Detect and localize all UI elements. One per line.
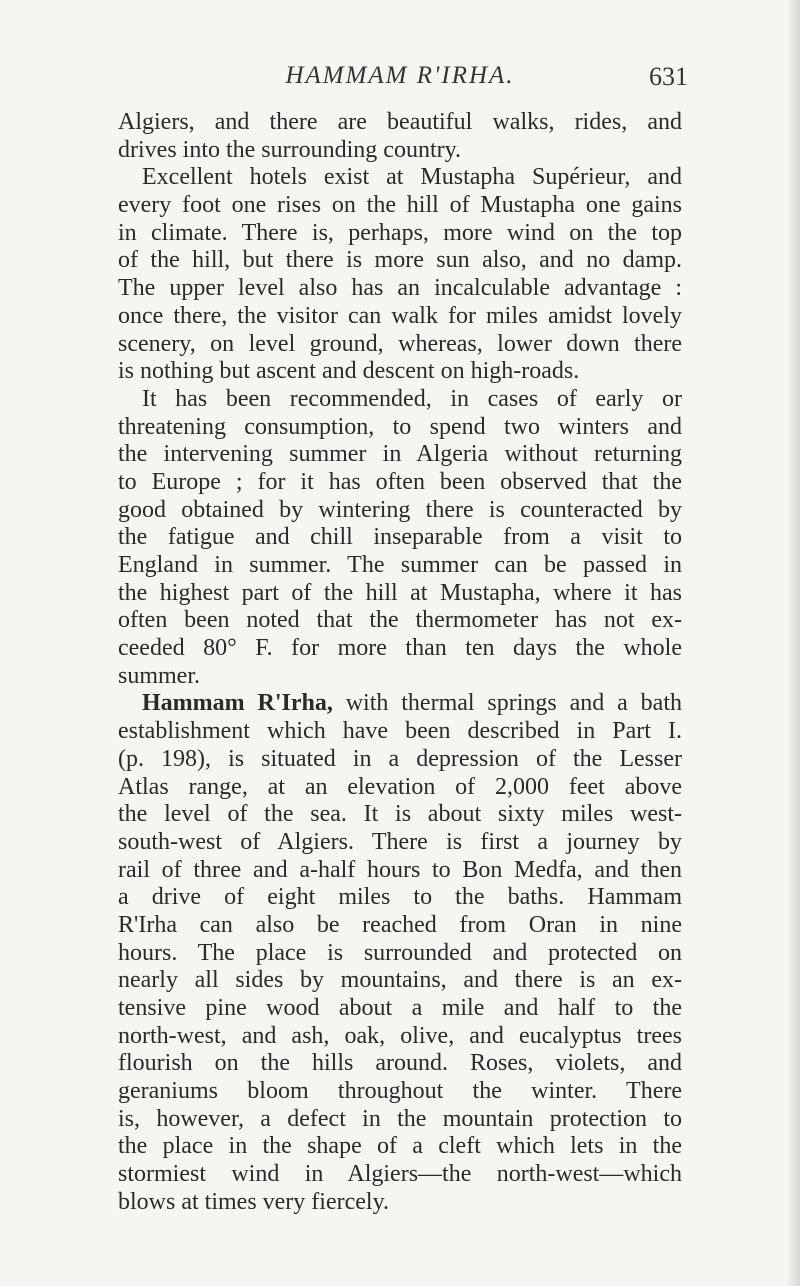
text-line: a drive of eight miles to the baths. Hammam <box>118 884 682 911</box>
text-line: is, however, a defect in the mountain protection to <box>118 1105 682 1132</box>
running-head: HAMMAM R'IRHA. <box>285 62 515 89</box>
text-line: the level of the sea. It is about sixty miles west- <box>118 801 682 828</box>
text-line: Excellent hotels exist at Mustapha Supérieur, and <box>142 164 682 191</box>
text-line: rail of three and a-half hours to Bon Medfa, and then <box>118 856 682 883</box>
text-run: with thermal springs and a bath <box>332 690 682 717</box>
page-edge-shadow <box>786 0 800 1286</box>
place-name-bold: Hammam R'Irha, <box>142 690 333 717</box>
text-line: good obtained by wintering there is counteracted by <box>118 496 682 523</box>
text-line: scenery, on level ground, whereas, lower down there <box>118 330 682 357</box>
text-line: (p. 198), is situated in a depression of the Lesser <box>118 745 682 772</box>
text-line: once there, the visitor can walk for miles amidst lovely <box>118 302 682 329</box>
page-number: 631 <box>649 62 688 91</box>
text-line: in climate. There is, perhaps, more wind on the top <box>118 219 682 246</box>
text-line: It has been recommended, in cases of early or <box>142 385 682 412</box>
text-line: of the hill, but there is more sun also, and no damp. <box>118 247 682 274</box>
text-line: R'Irha can also be reached from Oran in nine <box>118 911 682 938</box>
text-line: drives into the surrounding country. <box>118 136 462 163</box>
text-line: the highest part of the hill at Mustapha, where it has <box>118 579 682 606</box>
text-line: hours. The place is surrounded and protected on <box>118 939 682 966</box>
text-line: stormiest wind in Algiers—the north-west—which <box>118 1161 682 1188</box>
text-line: nearly all sides by mountains, and there is an ex- <box>118 967 682 994</box>
text-line: Atlas range, at an elevation of 2,000 feet above <box>118 773 682 800</box>
text-line <box>118 690 682 718</box>
text-line: often been noted that the thermometer has not ex- <box>118 607 682 634</box>
text-line: to Europe ; for it has often been observed that the <box>118 468 682 495</box>
text-line: the place in the shape of a cleft which lets in the <box>118 1133 682 1160</box>
text-line: blows at times very fiercely. <box>118 1188 390 1215</box>
body-text <box>118 109 682 1217</box>
text-line: south-west of Algiers. There is first a journey by <box>118 828 682 855</box>
text-line: every foot one rises on the hill of Mustapha one gains <box>118 192 682 219</box>
text-line: ceeded 80° F. for more than ten days the whole <box>118 635 682 662</box>
text-line: north-west, and ash, oak, olive, and eucalyptus trees <box>118 1022 682 1049</box>
text-line: summer. <box>118 662 200 689</box>
text-line: the intervening summer in Algeria without returning <box>118 441 682 468</box>
text-line: establishment which have been described in Part I. <box>118 718 682 745</box>
text-line: England in summer. The summer can be passed in <box>118 552 682 578</box>
text-line: Algiers, and there are beautiful walks, rides, and <box>118 109 682 135</box>
text-line: flourish on the hills around. Roses, violets, and <box>118 1050 682 1077</box>
text-line: the fatigue and chill inseparable from a visit to <box>118 524 682 551</box>
text-line: geraniums bloom throughout the winter. There <box>118 1078 682 1105</box>
text-line: is nothing but ascent and descent on high-roads. <box>118 358 580 385</box>
text-line: tensive pine wood about a mile and half to the <box>118 995 682 1021</box>
page-header <box>118 62 688 96</box>
text-line: The upper level also has an incalculable advantage : <box>118 275 682 302</box>
text-line: threatening consumption, to spend two winters and <box>118 413 682 440</box>
